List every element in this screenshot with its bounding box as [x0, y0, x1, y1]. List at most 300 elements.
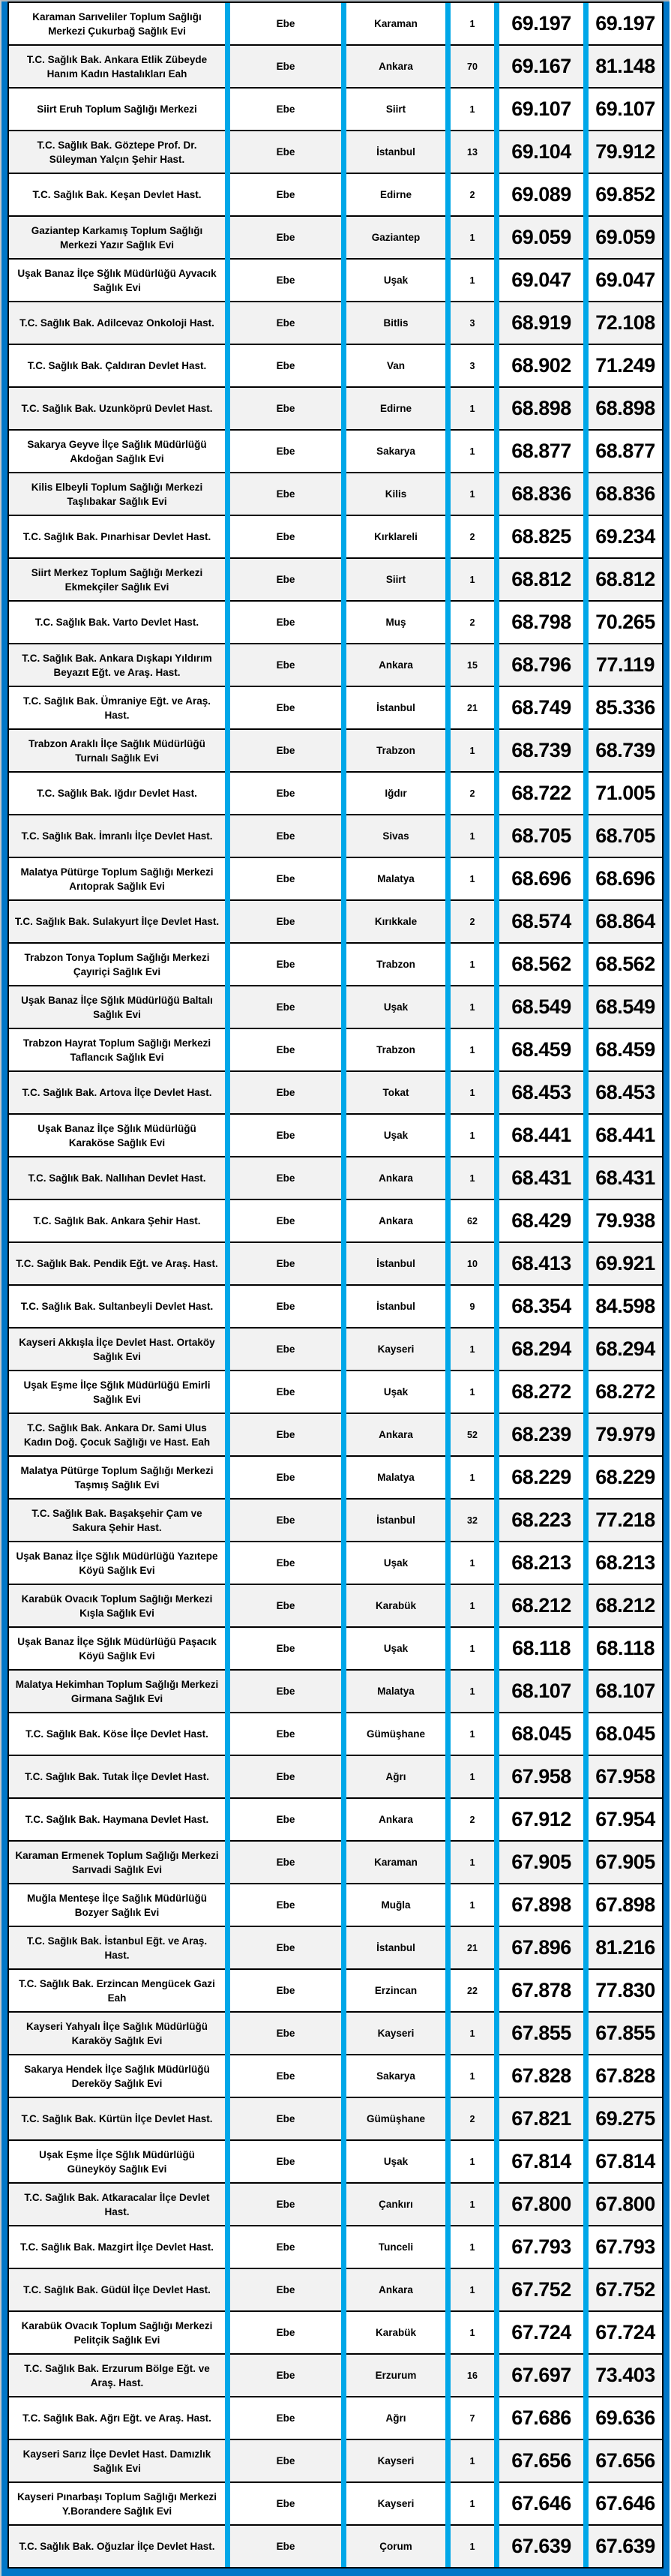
column-separator	[341, 2526, 346, 2567]
cell-institution: T.C. Sağlık Bak. Sultanbeyli Devlet Hast.	[9, 1286, 225, 1329]
cell-institution: Uşak Eşme İlçe Sğlık Müdürlüğü Emirli Sağlık Evi	[9, 1371, 225, 1414]
column-separator	[225, 302, 230, 345]
cell-count: 1	[451, 2055, 494, 2098]
column-separator	[494, 1628, 499, 1671]
cell-score-max: 77.830	[589, 1970, 662, 2013]
column-separator	[445, 2440, 451, 2483]
cell-count: 22	[451, 1970, 494, 2013]
column-separator	[494, 944, 499, 986]
cell-occupation: Ebe	[230, 2055, 341, 2098]
cell-score-general: 68.562	[499, 944, 583, 986]
cell-score-max: 71.249	[589, 345, 662, 388]
column-separator	[225, 986, 230, 1029]
table-row	[9, 602, 662, 644]
cell-city: İstanbul	[346, 1243, 445, 1286]
column-separator	[225, 644, 230, 687]
cell-institution: Karaman Sarıveliler Toplum Sağlığı Merkezi Çukurbağ Sağlık Evi	[9, 3, 225, 46]
column-separator	[583, 1115, 589, 1157]
column-separator	[341, 1927, 346, 1970]
cell-score-general: 69.047	[499, 260, 583, 302]
cell-count: 1	[451, 2226, 494, 2269]
cell-count: 1	[451, 1115, 494, 1157]
cell-institution: T.C. Sağlık Bak. Pendik Eğt. ve Araş. Hast.	[9, 1243, 225, 1286]
cell-city: Tokat	[346, 1072, 445, 1115]
column-separator	[445, 1628, 451, 1671]
cell-count: 1	[451, 2312, 494, 2355]
cell-city: Karaman	[346, 3, 445, 46]
column-separator	[445, 1157, 451, 1200]
cell-city: Ankara	[346, 2269, 445, 2312]
column-separator	[445, 516, 451, 559]
cell-city: Edirne	[346, 388, 445, 431]
table-row	[9, 1542, 662, 1585]
cell-institution: Uşak Banaz İlçe Sğlık Müdürlüğü Baltalı Sağlık Evi	[9, 986, 225, 1029]
column-separator	[494, 1970, 499, 2013]
cell-occupation: Ebe	[230, 1542, 341, 1585]
cell-score-general: 68.107	[499, 1671, 583, 1713]
cell-institution: T.C. Sağlık Bak. Keşan Devlet Hast.	[9, 174, 225, 217]
column-separator	[445, 1970, 451, 2013]
column-separator	[494, 559, 499, 602]
column-separator	[445, 730, 451, 773]
column-separator	[341, 1842, 346, 1884]
column-separator	[494, 858, 499, 901]
cell-score-general: 68.229	[499, 1457, 583, 1500]
column-separator	[225, 944, 230, 986]
column-separator	[341, 559, 346, 602]
column-separator	[583, 1414, 589, 1457]
column-separator	[445, 602, 451, 644]
table-row	[9, 388, 662, 431]
cell-score-max: 67.814	[589, 2141, 662, 2184]
cell-score-max: 69.921	[589, 1243, 662, 1286]
table-row	[9, 1286, 662, 1329]
column-separator	[494, 2312, 499, 2355]
table-row	[9, 2355, 662, 2397]
column-separator	[494, 1713, 499, 1756]
column-separator	[225, 1970, 230, 2013]
column-separator	[445, 944, 451, 986]
cell-occupation: Ebe	[230, 1414, 341, 1457]
column-separator	[445, 2141, 451, 2184]
cell-score-max: 84.598	[589, 1286, 662, 1329]
cell-score-max: 67.724	[589, 2312, 662, 2355]
cell-count: 2	[451, 901, 494, 944]
cell-score-max: 67.954	[589, 1799, 662, 1842]
cell-count: 1	[451, 2483, 494, 2526]
cell-institution: T.C. Sağlık Bak. Ankara Dr. Sami Ulus Kadın Doğ. Çocuk Sağlığı ve Hast. Eah	[9, 1414, 225, 1457]
table-row	[9, 1585, 662, 1628]
cell-city: Gümüşhane	[346, 2098, 445, 2141]
cell-score-general: 68.118	[499, 1628, 583, 1671]
scores-table	[7, 2, 664, 2568]
cell-institution: Uşak Banaz İlçe Sğlık Müdürlüğü Ayvacık Sağlık Evi	[9, 260, 225, 302]
cell-score-max: 69.197	[589, 3, 662, 46]
cell-count: 2	[451, 773, 494, 815]
cell-score-max: 69.059	[589, 217, 662, 260]
cell-score-max: 67.752	[589, 2269, 662, 2312]
cell-city: Karaman	[346, 1842, 445, 1884]
column-separator	[341, 2312, 346, 2355]
column-separator	[494, 1756, 499, 1799]
cell-score-max: 85.336	[589, 687, 662, 730]
cell-occupation: Ebe	[230, 730, 341, 773]
column-separator	[494, 1457, 499, 1500]
cell-city: Sakarya	[346, 431, 445, 473]
cell-score-max: 68.453	[589, 1072, 662, 1115]
column-separator	[583, 815, 589, 858]
cell-score-general: 68.798	[499, 602, 583, 644]
column-separator	[445, 2269, 451, 2312]
cell-score-general: 67.912	[499, 1799, 583, 1842]
cell-score-general: 69.089	[499, 174, 583, 217]
column-separator	[494, 1029, 499, 1072]
column-separator	[341, 2184, 346, 2226]
cell-count: 2	[451, 174, 494, 217]
cell-score-max: 77.119	[589, 644, 662, 687]
cell-occupation: Ebe	[230, 2526, 341, 2567]
column-separator	[445, 1756, 451, 1799]
table-body	[9, 3, 662, 2567]
column-separator	[341, 302, 346, 345]
column-separator	[494, 473, 499, 516]
column-separator	[341, 2397, 346, 2440]
column-separator	[583, 1970, 589, 2013]
column-separator	[583, 1286, 589, 1329]
cell-count: 1	[451, 1756, 494, 1799]
cell-city: Kırıkkale	[346, 901, 445, 944]
cell-city: Ankara	[346, 1157, 445, 1200]
cell-institution: Trabzon Hayrat Toplum Sağlığı Merkezi Taflancık Sağlık Evi	[9, 1029, 225, 1072]
column-separator	[445, 1414, 451, 1457]
cell-count: 1	[451, 559, 494, 602]
cell-institution: Karabük Ovacık Toplum Sağlığı Merkezi Kışla Sağlık Evi	[9, 1585, 225, 1628]
column-separator	[583, 1200, 589, 1243]
column-separator	[583, 730, 589, 773]
column-separator	[494, 388, 499, 431]
column-separator	[225, 1029, 230, 1072]
cell-occupation: Ebe	[230, 1842, 341, 1884]
cell-score-max: 68.294	[589, 1329, 662, 1371]
column-separator	[583, 2440, 589, 2483]
column-separator	[225, 1329, 230, 1371]
cell-institution: T.C. Sağlık Bak. Ümraniye Eğt. ve Araş. Hast.	[9, 687, 225, 730]
column-separator	[225, 2269, 230, 2312]
column-separator	[583, 2184, 589, 2226]
cell-institution: Kayseri Pınarbaşı Toplum Sağlığı Merkezi Y.Borandere Sağlık Evi	[9, 2483, 225, 2526]
cell-city: Ankara	[346, 1200, 445, 1243]
column-separator	[445, 1671, 451, 1713]
column-separator	[494, 1585, 499, 1628]
column-separator	[445, 1713, 451, 1756]
column-separator	[445, 1115, 451, 1157]
column-separator	[225, 602, 230, 644]
table-row	[9, 1243, 662, 1286]
column-separator	[225, 1457, 230, 1500]
column-separator	[445, 1799, 451, 1842]
table-row	[9, 516, 662, 559]
column-separator	[583, 1457, 589, 1500]
cell-score-general: 67.828	[499, 2055, 583, 2098]
cell-city: İstanbul	[346, 1286, 445, 1329]
column-separator	[341, 1585, 346, 1628]
cell-score-general: 68.919	[499, 302, 583, 345]
cell-score-max: 67.828	[589, 2055, 662, 2098]
cell-institution: Karabük Ovacık Toplum Sağlığı Merkezi Pelitçik Sağlık Evi	[9, 2312, 225, 2355]
cell-institution: Karaman Ermenek Toplum Sağlığı Merkezi Sarıvadi Sağlık Evi	[9, 1842, 225, 1884]
cell-score-general: 67.697	[499, 2355, 583, 2397]
column-separator	[225, 2355, 230, 2397]
column-separator	[341, 1628, 346, 1671]
cell-score-general: 67.793	[499, 2226, 583, 2269]
cell-score-general: 68.574	[499, 901, 583, 944]
cell-city: Malatya	[346, 1671, 445, 1713]
column-separator	[494, 1414, 499, 1457]
column-separator	[225, 1542, 230, 1585]
column-separator	[341, 2483, 346, 2526]
column-separator	[583, 1371, 589, 1414]
column-separator	[341, 644, 346, 687]
cell-occupation: Ebe	[230, 2483, 341, 2526]
table-row	[9, 89, 662, 131]
cell-count: 21	[451, 1927, 494, 1970]
column-separator	[583, 602, 589, 644]
column-separator	[494, 1286, 499, 1329]
column-separator	[225, 559, 230, 602]
cell-score-max: 68.739	[589, 730, 662, 773]
column-separator	[225, 2483, 230, 2526]
cell-institution: T.C. Sağlık Bak. Ankara Dışkapı Yıldırım Beyazıt Eğt. ve Araş. Hast.	[9, 644, 225, 687]
column-separator	[341, 174, 346, 217]
column-separator	[583, 89, 589, 131]
cell-score-general: 67.639	[499, 2526, 583, 2567]
cell-score-max: 68.441	[589, 1115, 662, 1157]
column-separator	[445, 858, 451, 901]
column-separator	[583, 1713, 589, 1756]
column-separator	[583, 1029, 589, 1072]
cell-score-general: 68.696	[499, 858, 583, 901]
column-separator	[225, 217, 230, 260]
cell-score-max: 67.958	[589, 1756, 662, 1799]
cell-count: 1	[451, 3, 494, 46]
cell-score-general: 68.453	[499, 1072, 583, 1115]
cell-score-general: 68.705	[499, 815, 583, 858]
column-separator	[341, 431, 346, 473]
cell-city: Van	[346, 345, 445, 388]
cell-occupation: Ebe	[230, 2397, 341, 2440]
cell-institution: Kayseri Akkışla İlçe Devlet Hast. Ortaköy Sağlık Evi	[9, 1329, 225, 1371]
column-separator	[445, 2355, 451, 2397]
cell-count: 1	[451, 2141, 494, 2184]
column-separator	[225, 388, 230, 431]
cell-score-general: 69.104	[499, 131, 583, 174]
cell-city: İstanbul	[346, 687, 445, 730]
cell-city: Çorum	[346, 2526, 445, 2567]
column-separator	[583, 2397, 589, 2440]
cell-score-max: 67.898	[589, 1884, 662, 1927]
column-separator	[494, 516, 499, 559]
cell-institution: Uşak Banaz İlçe Sğlık Müdürlüğü Karaköse Sağlık Evi	[9, 1115, 225, 1157]
cell-score-general: 68.294	[499, 1329, 583, 1371]
column-separator	[225, 174, 230, 217]
cell-occupation: Ebe	[230, 1799, 341, 1842]
column-separator	[583, 901, 589, 944]
cell-count: 1	[451, 1329, 494, 1371]
cell-score-general: 68.431	[499, 1157, 583, 1200]
cell-city: Uşak	[346, 260, 445, 302]
cell-score-max: 68.898	[589, 388, 662, 431]
cell-institution: T.C. Sağlık Bak. Çaldıran Devlet Hast.	[9, 345, 225, 388]
cell-count: 1	[451, 1671, 494, 1713]
cell-occupation: Ebe	[230, 644, 341, 687]
table-row	[9, 986, 662, 1029]
column-separator	[445, 388, 451, 431]
cell-institution: Uşak Banaz İlçe Sğlık Müdürlüğü Yazıtepe Köyü Sağlık Evi	[9, 1542, 225, 1585]
cell-city: Çankırı	[346, 2184, 445, 2226]
table-row	[9, 2098, 662, 2141]
cell-score-general: 68.429	[499, 1200, 583, 1243]
column-separator	[494, 2013, 499, 2055]
column-separator	[225, 730, 230, 773]
cell-count: 1	[451, 1157, 494, 1200]
column-separator	[494, 1115, 499, 1157]
column-separator	[445, 174, 451, 217]
column-separator	[341, 2226, 346, 2269]
cell-institution: T.C. Sağlık Bak. Güdül İlçe Devlet Hast.	[9, 2269, 225, 2312]
cell-occupation: Ebe	[230, 1329, 341, 1371]
cell-score-general: 67.898	[499, 1884, 583, 1927]
column-separator	[445, 131, 451, 174]
column-separator	[225, 473, 230, 516]
cell-city: Edirne	[346, 174, 445, 217]
column-separator	[445, 2226, 451, 2269]
cell-institution: T.C. Sağlık Bak. Erzurum Bölge Eğt. ve Araş. Hast.	[9, 2355, 225, 2397]
cell-institution: T.C. Sağlık Bak. Atkaracalar İlçe Devlet Hast.	[9, 2184, 225, 2226]
column-separator	[341, 2013, 346, 2055]
cell-city: Malatya	[346, 858, 445, 901]
column-separator	[583, 1884, 589, 1927]
column-separator	[583, 858, 589, 901]
column-separator	[341, 89, 346, 131]
column-separator	[341, 858, 346, 901]
cell-score-max: 69.047	[589, 260, 662, 302]
cell-score-general: 68.825	[499, 516, 583, 559]
cell-count: 1	[451, 1457, 494, 1500]
column-separator	[583, 1585, 589, 1628]
cell-occupation: Ebe	[230, 516, 341, 559]
cell-city: Uşak	[346, 1542, 445, 1585]
cell-score-general: 68.045	[499, 1713, 583, 1756]
column-separator	[225, 2312, 230, 2355]
cell-institution: Sakarya Geyve İlçe Sağlık Müdürlüğü Akdoğan Sağlık Evi	[9, 431, 225, 473]
cell-score-max: 68.272	[589, 1371, 662, 1414]
cell-count: 62	[451, 1200, 494, 1243]
cell-count: 13	[451, 131, 494, 174]
column-separator	[494, 2483, 499, 2526]
cell-city: Erzincan	[346, 1970, 445, 2013]
column-separator	[341, 217, 346, 260]
column-separator	[494, 687, 499, 730]
cell-score-max: 77.218	[589, 1500, 662, 1542]
cell-occupation: Ebe	[230, 431, 341, 473]
column-separator	[341, 1286, 346, 1329]
column-separator	[494, 1542, 499, 1585]
column-separator	[583, 217, 589, 260]
cell-score-max: 67.639	[589, 2526, 662, 2567]
column-separator	[445, 901, 451, 944]
cell-count: 1	[451, 1542, 494, 1585]
cell-score-max: 67.646	[589, 2483, 662, 2526]
cell-score-general: 67.821	[499, 2098, 583, 2141]
cell-institution: T.C. Sağlık Bak. Adilcevaz Onkoloji Hast.	[9, 302, 225, 345]
cell-count: 2	[451, 1799, 494, 1842]
table-row	[9, 858, 662, 901]
table-row	[9, 1842, 662, 1884]
cell-count: 3	[451, 302, 494, 345]
column-separator	[341, 1457, 346, 1500]
column-separator	[445, 986, 451, 1029]
column-separator	[583, 260, 589, 302]
cell-score-general: 67.800	[499, 2184, 583, 2226]
cell-count: 1	[451, 431, 494, 473]
column-separator	[341, 131, 346, 174]
cell-city: Ankara	[346, 1799, 445, 1842]
column-separator	[225, 1157, 230, 1200]
table-row	[9, 302, 662, 345]
column-separator	[225, 131, 230, 174]
cell-score-max: 68.213	[589, 1542, 662, 1585]
column-separator	[583, 986, 589, 1029]
cell-count: 1	[451, 1842, 494, 1884]
column-separator	[583, 1500, 589, 1542]
cell-score-general: 67.724	[499, 2312, 583, 2355]
cell-occupation: Ebe	[230, 1243, 341, 1286]
column-separator	[341, 1414, 346, 1457]
cell-count: 1	[451, 1029, 494, 1072]
cell-city: Erzurum	[346, 2355, 445, 2397]
cell-count: 1	[451, 1884, 494, 1927]
cell-score-general: 68.212	[499, 1585, 583, 1628]
column-separator	[341, 516, 346, 559]
column-separator	[583, 559, 589, 602]
table-row	[9, 1329, 662, 1371]
cell-institution: T.C. Sağlık Bak. Ankara Şehir Hast.	[9, 1200, 225, 1243]
column-separator	[445, 1842, 451, 1884]
cell-count: 3	[451, 345, 494, 388]
column-separator	[445, 1371, 451, 1414]
cell-count: 1	[451, 473, 494, 516]
cell-count: 1	[451, 730, 494, 773]
column-separator	[494, 1243, 499, 1286]
table-row	[9, 217, 662, 260]
cell-score-general: 68.836	[499, 473, 583, 516]
cell-city: Iğdır	[346, 773, 445, 815]
cell-city: Muş	[346, 602, 445, 644]
table-row	[9, 815, 662, 858]
cell-score-general: 67.752	[499, 2269, 583, 2312]
cell-occupation: Ebe	[230, 2355, 341, 2397]
column-separator	[225, 1671, 230, 1713]
column-separator	[225, 2226, 230, 2269]
cell-occupation: Ebe	[230, 1072, 341, 1115]
cell-occupation: Ebe	[230, 815, 341, 858]
cell-score-max: 79.938	[589, 1200, 662, 1243]
cell-institution: T.C. Sağlık Bak. Sulakyurt İlçe Devlet Hast.	[9, 901, 225, 944]
column-separator	[583, 2098, 589, 2141]
column-separator	[583, 1671, 589, 1713]
cell-score-general: 69.167	[499, 46, 583, 89]
cell-score-max: 68.431	[589, 1157, 662, 1200]
